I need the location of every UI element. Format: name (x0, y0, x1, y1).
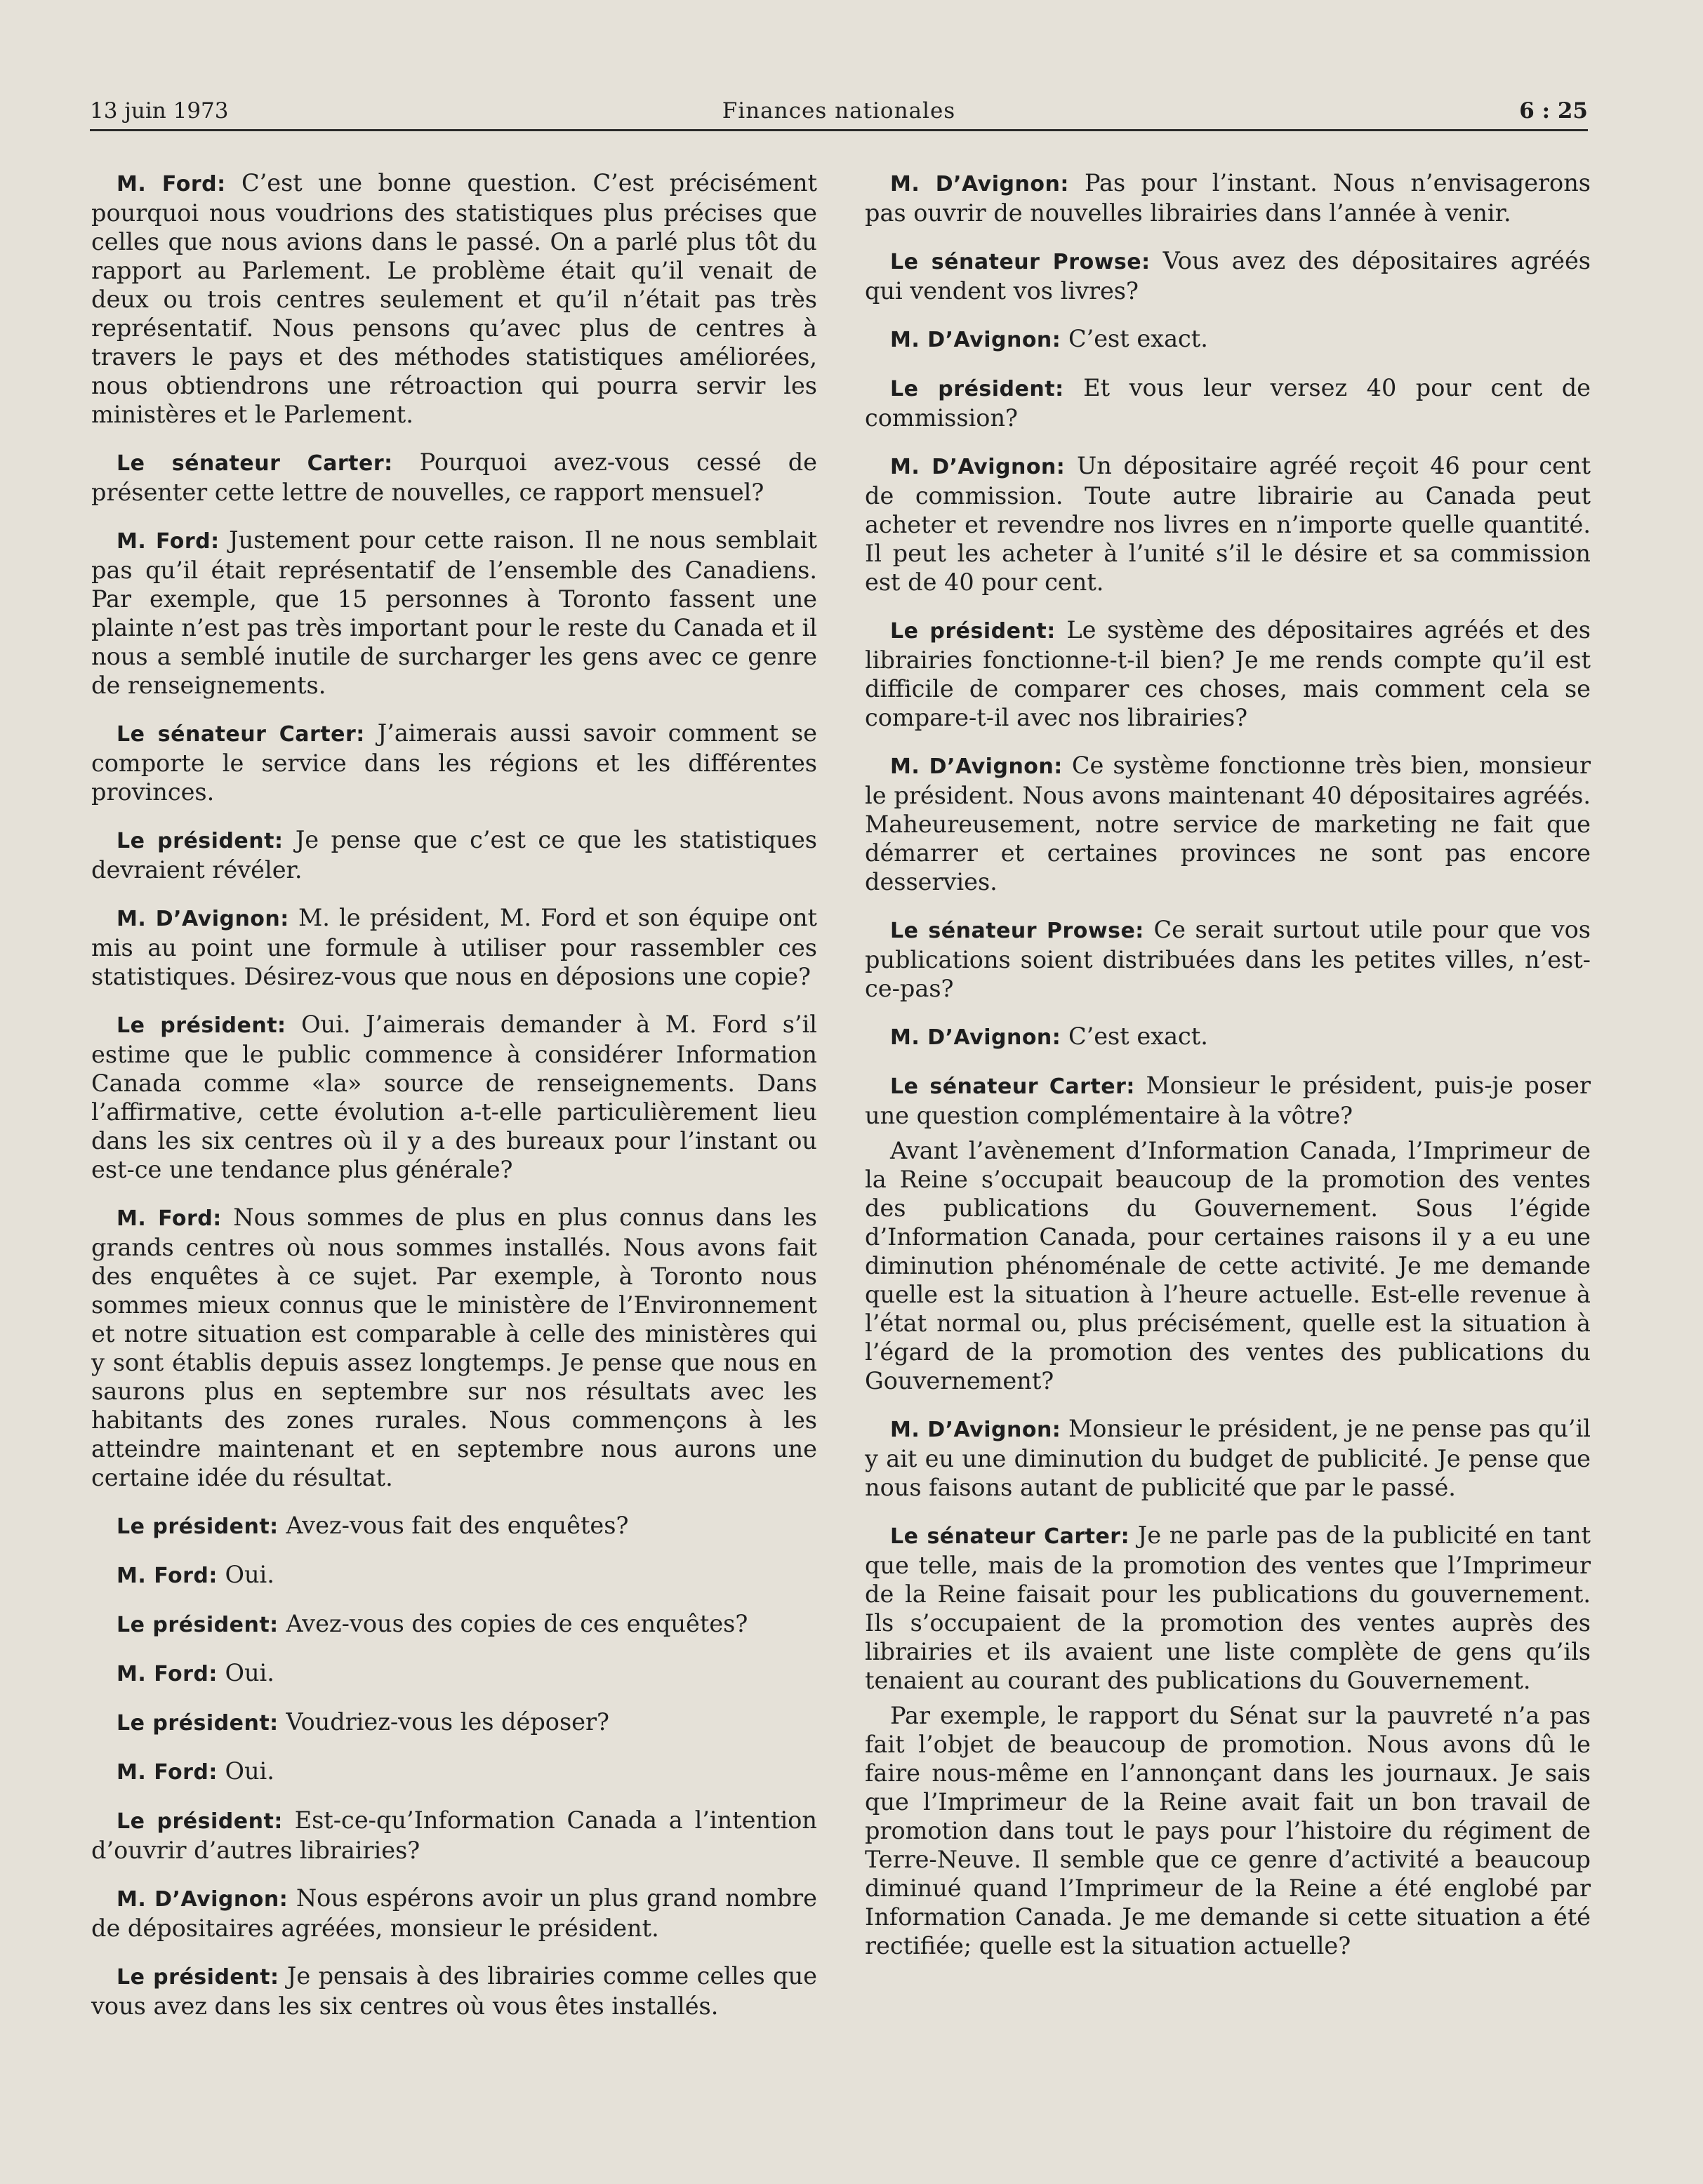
paragraph (91, 1010, 817, 1184)
paragraph-text: Oui. (225, 1757, 274, 1785)
paragraph (91, 448, 817, 507)
speaker-name: M. D’Avignon: (890, 455, 1066, 479)
paragraph (865, 915, 1591, 1003)
paragraph (865, 1521, 1591, 1695)
paragraph-text: Justement pour cette raison. Il ne nous semblait pas qu’il était représentatif de l’ensemble des Canadiens. Par exemple, que 15 personnes à Toronto fassent une plainte n’est pas très important pour le reste du Canada et il nous a semblé inutile de surcharger les gens avec ce genre de renseignements. (91, 526, 817, 699)
paragraph (865, 615, 1591, 732)
paragraph-text: Je pensais à des librairies comme celles que vous avez dans les six centres où vous êtes installés. (91, 1962, 817, 2020)
paragraph-text: J’aimerais aussi savoir comment se comporte le service dans les régions et les différentes provinces. (91, 719, 818, 806)
paragraph-text: Je pense que c’est ce que les statistiques devraient révéler. (91, 826, 817, 884)
speaker-name: Le sénateur Carter: (890, 1074, 1135, 1099)
header-rule (90, 129, 1588, 131)
header-title: Finances nationales (722, 98, 956, 124)
speaker-name: Le sénateur Prowse: (890, 919, 1144, 943)
speaker-name: Le président: (117, 1965, 279, 1990)
paragraph (865, 246, 1591, 305)
paragraph-text: Oui. (225, 1561, 274, 1588)
speaker-name: Le président: (890, 619, 1056, 644)
speaker-name: Le sénateur Carter: (890, 1524, 1130, 1549)
speaker-name: M. Ford: (117, 172, 226, 197)
paragraph-text: Avez-vous des copies de ces enquêtes? (286, 1610, 748, 1637)
paragraph-text: Pourquoi avez-vous cessé de présenter cette lettre de nouvelles, ce rapport mensuel? (91, 448, 817, 506)
paragraph-text: Voudriez-vous les déposer? (286, 1708, 609, 1736)
speaker-name: M. Ford: (117, 529, 220, 554)
paragraph-text: Un dépositaire agréé reçoit 46 pour cent de commission. Toute autre librairie au Canada peut acheter et revendre nos livres en n’importe quelle quantité. Il peut les acheter à l’unité s’il le désire et sa commission est de 40 pour cent. (865, 452, 1591, 596)
paragraph-text: Je ne parle pas de la publicité en tant que telle, mais de la promotion des ventes que l’Imprimeur de la Reine faisait pour les publications du gouvernement. Ils s’occupaient de la promotion des ventes auprès des librairies et ils avaient une liste complète de gens qu’ils tenaient au courant des publications du Gouvernement. (865, 1522, 1591, 1694)
paragraph (91, 1658, 817, 1689)
paragraph-text: Vous avez des dépositaires agréés qui vendent vos livres? (865, 247, 1591, 305)
paragraph (91, 1203, 817, 1492)
speaker-name: M. D’Avignon: (117, 1887, 289, 1912)
speaker-name: Le président: (117, 1711, 279, 1736)
paragraph (91, 1609, 817, 1639)
paragraph (91, 1962, 817, 2020)
paragraph (865, 1022, 1591, 1052)
paragraph (865, 168, 1591, 227)
paragraph-text: Monsieur le président, je ne pense pas qu’il y ait eu une diminution du budget de publicité. Je pense que nous faisons autant de publicité que par le passé. (865, 1415, 1591, 1501)
paragraph (91, 1884, 817, 1943)
paragraph (865, 451, 1591, 597)
speaker-name: M. D’Avignon: (890, 754, 1063, 779)
paragraph-text: Ce serait surtout utile pour que vos publications soient distribuées dans les petites villes, n’est-ce-pas? (865, 916, 1591, 1002)
paragraph (91, 1707, 817, 1738)
speaker-name: Le président: (117, 1809, 283, 1834)
paragraph-text: Est-ce-qu’Information Canada a l’intention d’ouvrir d’autres librairies? (91, 1806, 818, 1864)
paragraph-text: Oui. (225, 1659, 274, 1686)
paragraph (865, 373, 1591, 432)
paragraph-text: Monsieur le président, puis-je poser une question complémentaire à la vôtre? (865, 1072, 1591, 1129)
paragraph (91, 903, 817, 991)
paragraph (865, 1701, 1591, 1960)
paragraph (865, 1071, 1591, 1130)
speaker-name: M. Ford: (117, 1662, 218, 1686)
speaker-name: M. Ford: (117, 1564, 218, 1588)
paragraph-text: Ce système fonctionne très bien, monsieur le président. Nous avons maintenant 40 dépositaires agréés. Maheureusement, notre service de marketing ne fait que démarrer et certaines provinces ne sont pas encore desservies. (865, 752, 1591, 895)
paragraph (91, 168, 817, 429)
speaker-name: Le sénateur Carter: (117, 451, 393, 476)
speaker-name: Le président: (117, 829, 284, 853)
speaker-name: M. D’Avignon: (890, 172, 1069, 197)
paragraph-text: Avant l’avènement d’Information Canada, l’Imprimeur de la Reine s’occupait beaucoup de la promotion des ventes des publications du Gouvernement. Sous l’égide d’Information Canada, pour certaines raisons il y a eu une diminution phénoménale de cette activité. Je me demande quelle est la situation à l’heure actuelle. Est-elle revenue à l’état normal ou, plus précisément, quelle est la situation à l’égard de la promotion des ventes des publications du Gouvernement? (865, 1137, 1591, 1394)
header-date: 13 juin 1973 (90, 98, 229, 124)
paragraph (91, 1560, 817, 1590)
paragraph-text: C’est exact. (1068, 1023, 1208, 1050)
paragraph-text: C’est exact. (1068, 325, 1208, 352)
paragraph-text: Le système des dépositaires agréés et des librairies fonctionne-t-il bien? Je me rends compte qu’il est difficile de comparer ces choses, mais comment cela se compare-t-il avec nos librairies? (865, 616, 1591, 731)
paragraph (91, 526, 817, 700)
speaker-name: Le président: (117, 1514, 279, 1539)
left-column (91, 168, 817, 2039)
speaker-name: Le sénateur Carter: (117, 722, 365, 747)
paragraph (865, 751, 1591, 896)
speaker-name: M. Ford: (117, 1760, 218, 1785)
paragraph (91, 719, 817, 806)
speaker-name: Le président: (117, 1613, 279, 1637)
paragraph-text: Nous sommes de plus en plus connus dans les grands centres où nous sommes installés. Nous avons fait des enquêtes à ce sujet. Par exemple, à Toronto nous sommes mieux connus que le ministère de l’Environnement et notre situation est comparable à celle des ministères qui y sont établis depuis assez longtemps. Je pense que nous en saurons plus en septembre sur nos résultats avec les habitants des zones rurales. Nous commençons à les atteindre maintenant et en septembre nous aurons une certaine idée du résultat. (91, 1204, 817, 1491)
speaker-name: M. D’Avignon: (890, 328, 1061, 352)
speaker-name: M. Ford: (117, 1206, 222, 1231)
paragraph (865, 1136, 1591, 1395)
page-header (90, 93, 1588, 129)
paragraph-text: Et vous leur versez 40 pour cent de commission? (865, 374, 1591, 432)
paragraph-text: Par exemple, le rapport du Sénat sur la pauvreté n’a pas fait l’objet de beaucoup de promotion. Nous avons dû le faire nous-même en l’annonçant dans les journaux. Je sais que l’Imprimeur de la Reine avait fait un bon travail de promotion dans tout le pays pour l’histoire du régiment de Terre-Neuve. Il semble que ce genre d’activité a beaucoup diminué quand l’Imprimeur de la Reine a été englobé par Information Canada. Je me demande si cette situation a été rectifiée; quelle est la situation actuelle? (865, 1702, 1591, 1959)
paragraph-text: Oui. J’aimerais demander à M. Ford s’il estime que le public commence à considérer Information Canada comme «la» source de renseignements. Dans l’affirmative, cette évolution a-t-elle particulièrement lieu dans les six centres où il y a des bureaux pour l’instant ou est-ce une tendance plus générale? (91, 1011, 817, 1183)
paragraph-text: Nous espérons avoir un plus grand nombre de dépositaires agréées, monsieur le président. (91, 1884, 818, 1942)
paragraph-text: C’est une bonne question. C’est précisément pourquoi nous voudrions des statistiques plus précises que celles que nous avions dans le passé. On a parlé plus tôt du rapport au Parlement. Le problème était qu’il venait de deux ou trois centres seulement et qu’il n’était pas très représentatif. Nous pensons qu’avec plus de centres à travers le pays et des méthodes statistiques améliorées, nous obtiendrons une rétroaction qui pourra servir les ministères et le Parlement. (91, 169, 817, 428)
paragraph (91, 1806, 817, 1865)
paragraph-text: Avez-vous fait des enquêtes? (286, 1512, 629, 1539)
paragraph (865, 1414, 1591, 1502)
speaker-name: Le sénateur Prowse: (890, 250, 1151, 274)
paragraph (865, 324, 1591, 354)
speaker-name: Le président: (117, 1013, 286, 1038)
paragraph-text: M. le président, M. Ford et son équipe ont mis au point une formule à utiliser pour rassembler ces statistiques. Désirez-vous que nous en déposions une copie? (91, 904, 817, 990)
paragraph (91, 1757, 817, 1787)
speaker-name: M. D’Avignon: (890, 1025, 1061, 1050)
paragraph (91, 825, 817, 884)
paragraph (91, 1511, 817, 1541)
header-page-number: 6 : 25 (1519, 98, 1588, 124)
speaker-name: Le président: (890, 377, 1064, 401)
paragraph-text: Pas pour l’instant. Nous n’envisagerons pas ouvrir de nouvelles librairies dans l’année à venir. (865, 169, 1591, 227)
speaker-name: M. D’Avignon: (117, 907, 289, 931)
speaker-name: M. D’Avignon: (890, 1418, 1061, 1442)
right-column (865, 168, 1591, 1979)
